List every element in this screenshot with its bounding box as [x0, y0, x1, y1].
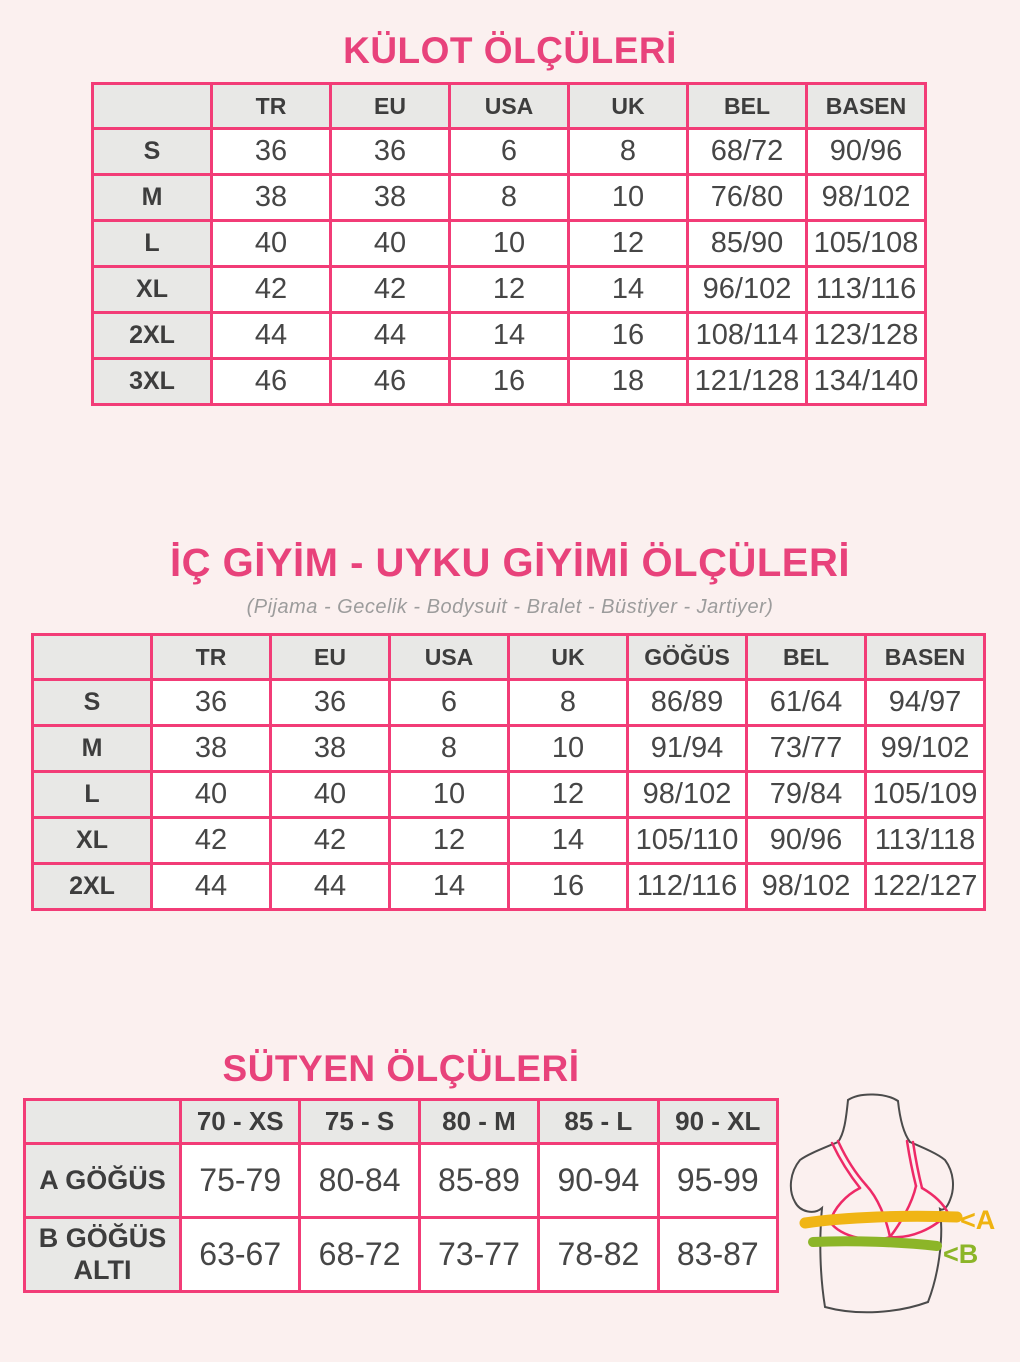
size-value-cell: 73-77	[419, 1218, 538, 1292]
column-header: TR	[152, 635, 271, 680]
size-value-cell: 78-82	[539, 1218, 658, 1292]
table-row	[33, 726, 985, 772]
row-label: L	[93, 221, 212, 267]
table-row	[33, 680, 985, 726]
size-value-cell: 8	[569, 129, 688, 175]
column-header: 90 - XL	[658, 1100, 777, 1144]
size-value-cell: 105/109	[866, 772, 985, 818]
corner-cell	[93, 84, 212, 129]
bra-outline-icon	[830, 1141, 948, 1239]
size-value-cell: 63-67	[181, 1218, 300, 1292]
table-row	[93, 313, 926, 359]
size-value-cell: 79/84	[747, 772, 866, 818]
row-label: XL	[33, 818, 152, 864]
column-header: 80 - M	[419, 1100, 538, 1144]
column-header: 85 - L	[539, 1100, 658, 1144]
size-value-cell: 14	[450, 313, 569, 359]
column-header: BASEN	[866, 635, 985, 680]
size-value-cell: 44	[212, 313, 331, 359]
size-value-cell: 96/102	[688, 267, 807, 313]
size-value-cell: 90/96	[807, 129, 926, 175]
size-value-cell: 40	[331, 221, 450, 267]
size-value-cell: 38	[331, 175, 450, 221]
size-value-cell: 16	[509, 864, 628, 910]
size-value-cell: 12	[450, 267, 569, 313]
size-value-cell: 40	[212, 221, 331, 267]
size-value-cell: 86/89	[628, 680, 747, 726]
table-row	[93, 129, 926, 175]
size-value-cell: 73/77	[747, 726, 866, 772]
size-value-cell: 12	[509, 772, 628, 818]
row-label: 2XL	[33, 864, 152, 910]
column-header: BASEN	[807, 84, 926, 129]
size-value-cell: 44	[271, 864, 390, 910]
size-value-cell: 44	[152, 864, 271, 910]
size-value-cell: 85-89	[419, 1144, 538, 1218]
column-header: EU	[331, 84, 450, 129]
column-header: UK	[509, 635, 628, 680]
row-label: 2XL	[93, 313, 212, 359]
row-label: B GÖĞÜS ALTI	[25, 1218, 181, 1292]
size-value-cell: 134/140	[807, 359, 926, 405]
size-value-cell: 46	[212, 359, 331, 405]
table-row	[93, 221, 926, 267]
size-value-cell: 91/94	[628, 726, 747, 772]
table-row	[93, 359, 926, 405]
size-value-cell: 8	[509, 680, 628, 726]
size-value-cell: 36	[212, 129, 331, 175]
row-label: S	[33, 680, 152, 726]
column-header: BEL	[688, 84, 807, 129]
size-value-cell: 44	[331, 313, 450, 359]
row-label: 3XL	[93, 359, 212, 405]
size-value-cell: 105/110	[628, 818, 747, 864]
size-value-cell: 80-84	[300, 1144, 419, 1218]
size-value-cell: 38	[152, 726, 271, 772]
band-b-label: <B	[943, 1239, 979, 1269]
size-value-cell: 16	[450, 359, 569, 405]
size-value-cell: 98/102	[628, 772, 747, 818]
row-label: XL	[93, 267, 212, 313]
size-value-cell: 38	[271, 726, 390, 772]
table-row	[33, 772, 985, 818]
column-header: GÖĞÜS	[628, 635, 747, 680]
size-value-cell: 99/102	[866, 726, 985, 772]
column-header: EU	[271, 635, 390, 680]
size-value-cell: 6	[450, 129, 569, 175]
size-value-cell: 10	[390, 772, 509, 818]
size-value-cell: 14	[509, 818, 628, 864]
size-value-cell: 6	[390, 680, 509, 726]
size-value-cell: 12	[569, 221, 688, 267]
row-label: A GÖĞÜS	[25, 1144, 181, 1218]
size-value-cell: 95-99	[658, 1144, 777, 1218]
column-header: BEL	[747, 635, 866, 680]
table-row	[33, 864, 985, 910]
bra-measurement-illustration	[786, 1082, 1016, 1362]
size-value-cell: 85/90	[688, 221, 807, 267]
size-value-cell: 61/64	[747, 680, 866, 726]
size-value-cell: 42	[271, 818, 390, 864]
row-label: M	[93, 175, 212, 221]
table-row	[93, 267, 926, 313]
size-value-cell: 46	[331, 359, 450, 405]
size-value-cell: 123/128	[807, 313, 926, 359]
size-value-cell: 12	[390, 818, 509, 864]
size-value-cell: 113/116	[807, 267, 926, 313]
size-value-cell: 10	[450, 221, 569, 267]
size-value-cell: 112/116	[628, 864, 747, 910]
size-value-cell: 113/118	[866, 818, 985, 864]
size-value-cell: 42	[212, 267, 331, 313]
column-header: UK	[569, 84, 688, 129]
size-value-cell: 18	[569, 359, 688, 405]
size-value-cell: 8	[390, 726, 509, 772]
row-label: M	[33, 726, 152, 772]
size-value-cell: 40	[271, 772, 390, 818]
size-value-cell: 98/102	[807, 175, 926, 221]
size-value-cell: 36	[271, 680, 390, 726]
size-value-cell: 121/128	[688, 359, 807, 405]
measurement-band-a	[805, 1216, 957, 1223]
table-row	[25, 1144, 778, 1218]
header-row	[33, 635, 985, 680]
column-header: TR	[212, 84, 331, 129]
ic-giyim-subtitle: (Pijama - Gecelik - Bodysuit - Bralet - Büstiyer - Jartiyer)	[246, 596, 774, 618]
column-header: USA	[450, 84, 569, 129]
row-label: S	[93, 129, 212, 175]
size-value-cell: 108/114	[688, 313, 807, 359]
sutyen-sizes-title: SÜTYEN ÖLÇÜLERİ	[222, 1048, 580, 1089]
column-header: 75 - S	[300, 1100, 419, 1144]
size-value-cell: 90/96	[747, 818, 866, 864]
row-label: L	[33, 772, 152, 818]
column-header: 70 - XS	[181, 1100, 300, 1144]
table-row	[33, 818, 985, 864]
size-value-cell: 90-94	[539, 1144, 658, 1218]
sutyen-size-table	[23, 1098, 779, 1293]
size-value-cell: 42	[152, 818, 271, 864]
size-value-cell: 40	[152, 772, 271, 818]
size-value-cell: 36	[331, 129, 450, 175]
band-a-label: <A	[960, 1205, 996, 1235]
ic-giyim-sizes-title: İÇ GİYİM - UYKU GİYİMİ ÖLÇÜLERİ	[170, 541, 850, 585]
kulot-size-table	[91, 82, 927, 406]
header-row	[25, 1100, 778, 1144]
size-value-cell: 10	[569, 175, 688, 221]
size-value-cell: 16	[569, 313, 688, 359]
size-value-cell: 8	[450, 175, 569, 221]
corner-cell	[25, 1100, 181, 1144]
kulot-sizes-title: KÜLOT ÖLÇÜLERİ	[343, 30, 677, 71]
size-value-cell: 68-72	[300, 1218, 419, 1292]
column-header: USA	[390, 635, 509, 680]
size-value-cell: 10	[509, 726, 628, 772]
size-value-cell: 14	[569, 267, 688, 313]
table-row	[25, 1218, 778, 1292]
measurement-band-b	[813, 1241, 937, 1246]
ic-giyim-size-table	[31, 633, 986, 911]
torso-outline-icon	[791, 1094, 953, 1312]
size-value-cell: 68/72	[688, 129, 807, 175]
size-value-cell: 36	[152, 680, 271, 726]
size-value-cell: 98/102	[747, 864, 866, 910]
size-value-cell: 42	[331, 267, 450, 313]
size-value-cell: 14	[390, 864, 509, 910]
size-value-cell: 76/80	[688, 175, 807, 221]
header-row	[93, 84, 926, 129]
size-value-cell: 83-87	[658, 1218, 777, 1292]
size-value-cell: 75-79	[181, 1144, 300, 1218]
size-value-cell: 122/127	[866, 864, 985, 910]
size-value-cell: 105/108	[807, 221, 926, 267]
size-value-cell: 94/97	[866, 680, 985, 726]
corner-cell	[33, 635, 152, 680]
table-row	[93, 175, 926, 221]
size-value-cell: 38	[212, 175, 331, 221]
